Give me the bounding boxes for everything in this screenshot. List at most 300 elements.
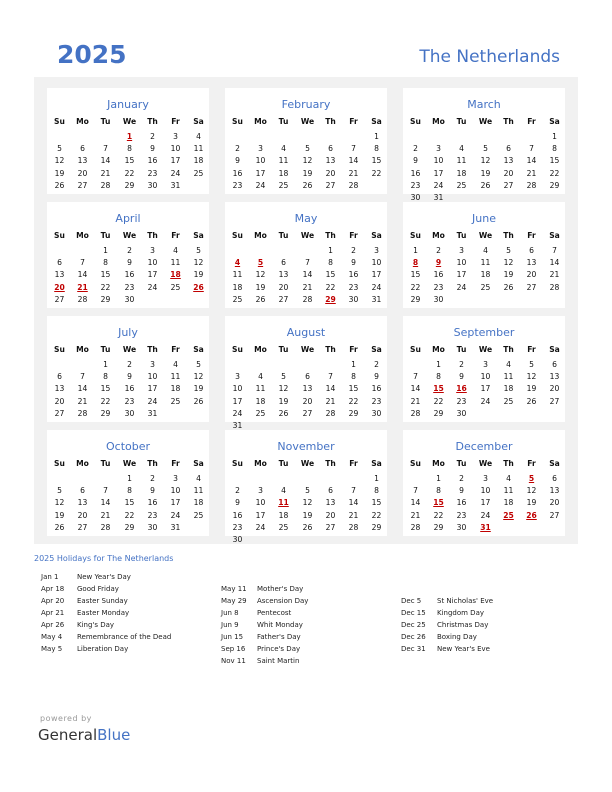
- calendar-day: 28: [348, 522, 359, 532]
- calendar-day: 17: [170, 156, 181, 166]
- calendar-day: 19: [278, 396, 289, 406]
- weekday-header: Tu: [100, 459, 111, 468]
- calendar-day: 1: [436, 360, 441, 369]
- calendar-day: 19: [193, 270, 204, 280]
- calendar-day: 11: [456, 156, 467, 166]
- holiday-row-name: Boxing Day: [437, 633, 477, 641]
- calendar-day: 14: [100, 498, 111, 508]
- calendar-day: 6: [305, 372, 310, 382]
- month-april: [47, 202, 209, 308]
- holiday-date: 5: [528, 474, 535, 483]
- calendar-day: 2: [459, 474, 464, 483]
- calendar-day: 13: [54, 384, 65, 394]
- calendar-day: 16: [410, 168, 421, 178]
- calendar-day: 27: [325, 180, 336, 190]
- generalblue-logo[interactable]: [38, 726, 130, 744]
- calendar-day: 28: [325, 408, 336, 418]
- calendar-day: 24: [147, 396, 158, 406]
- weekday-header: Su: [410, 345, 421, 354]
- holiday-row: [41, 609, 219, 621]
- calendar-day: 25: [193, 510, 204, 520]
- calendar-day: 22: [325, 282, 336, 292]
- holiday-row: [401, 609, 579, 621]
- calendar-day: 30: [371, 408, 382, 418]
- weekday-header: Su: [54, 117, 65, 126]
- calendar-day: 27: [503, 180, 514, 190]
- weekday-header: We: [478, 117, 493, 126]
- weekday-header: Sa: [371, 345, 382, 354]
- weekday-header: Th: [503, 459, 514, 468]
- holiday-row-date: Jun 8: [221, 609, 239, 617]
- calendar-day: 23: [433, 282, 444, 292]
- calendar-day: 22: [410, 282, 421, 292]
- holiday-date: 8: [412, 258, 419, 268]
- weekday-header: Th: [503, 117, 514, 126]
- calendar-day: 28: [526, 180, 537, 190]
- holiday-row: [41, 573, 219, 585]
- calendar-day: 7: [351, 486, 356, 496]
- calendar-day: 7: [103, 486, 108, 496]
- weekday-header: Fr: [527, 231, 536, 240]
- calendar-day: 21: [410, 510, 421, 520]
- calendar-day: 16: [147, 156, 158, 166]
- holiday-row: [41, 621, 219, 633]
- calendar-day: 27: [77, 522, 88, 532]
- holiday-row: [41, 585, 219, 597]
- calendar-day: 10: [255, 498, 266, 508]
- calendar-day: 29: [549, 180, 560, 190]
- calendar-day: 31: [433, 193, 444, 202]
- holidays-title: 2025 Holidays for The Netherlands: [34, 554, 174, 563]
- holiday-row: [221, 633, 399, 645]
- calendar-day: 12: [278, 384, 289, 394]
- calendar-day: 10: [480, 372, 491, 382]
- holiday-column: [41, 573, 219, 657]
- calendar-day: 15: [124, 156, 135, 166]
- calendar-day: 29: [433, 408, 444, 418]
- calendar-day: 24: [232, 408, 243, 418]
- calendar-day: 6: [328, 486, 333, 496]
- calendar-day: 25: [170, 282, 181, 292]
- weekday-header: Sa: [371, 117, 382, 126]
- calendar-day: 12: [526, 372, 537, 382]
- calendar-day: 25: [480, 282, 491, 292]
- calendar-day: 20: [325, 510, 336, 520]
- calendar-day: 4: [281, 144, 286, 154]
- holiday-row: [41, 597, 219, 609]
- calendar-day: 24: [255, 180, 266, 190]
- calendar-day: 4: [196, 474, 201, 483]
- holiday-row-name: Father's Day: [257, 633, 301, 641]
- calendar-day: 14: [325, 384, 336, 394]
- powered-by-label: powered by: [40, 714, 92, 723]
- calendar-day: 16: [147, 498, 158, 508]
- calendar-day: 3: [235, 372, 240, 382]
- calendar-day: 23: [232, 522, 243, 532]
- calendar-day: 27: [549, 396, 560, 406]
- calendar-day: 29: [433, 522, 444, 532]
- weekday-header: Tu: [456, 117, 467, 126]
- calendar-day: 22: [549, 168, 560, 178]
- calendar-day: 1: [103, 360, 108, 369]
- calendar-day: 25: [456, 180, 467, 190]
- calendar-day: 18: [503, 384, 514, 394]
- month-title: April: [115, 212, 141, 225]
- calendar-day: 8: [103, 258, 108, 268]
- calendar-day: 22: [348, 396, 359, 406]
- calendar-day: 25: [232, 294, 243, 304]
- month-title: September: [453, 326, 515, 339]
- year-title: 2025: [57, 40, 127, 69]
- calendar-day: 23: [348, 282, 359, 292]
- brand-part-general: General: [38, 726, 98, 744]
- calendar-day: 7: [80, 258, 85, 268]
- weekday-header: Tu: [278, 459, 289, 468]
- weekday-header: Th: [503, 345, 514, 354]
- weekday-header: Su: [410, 117, 421, 126]
- holiday-row: [221, 597, 399, 609]
- holiday-row-name: Ascension Day: [257, 597, 309, 605]
- calendar-day: 20: [302, 396, 313, 406]
- calendar-day: 30: [147, 522, 158, 532]
- calendar-day: 17: [255, 168, 266, 178]
- calendar-day: 6: [57, 258, 62, 268]
- holiday-date: 31: [480, 522, 491, 532]
- weekday-header: Tu: [278, 231, 289, 240]
- month-september: [403, 316, 565, 422]
- calendar-day: 28: [77, 294, 88, 304]
- holiday-row-date: May 11: [221, 585, 247, 593]
- calendar-day: 1: [374, 474, 379, 483]
- calendar-day: 8: [351, 372, 356, 382]
- month-title: June: [472, 212, 496, 225]
- calendar-day: 10: [255, 156, 266, 166]
- calendar-day: 11: [255, 384, 266, 394]
- calendar-day: 23: [371, 396, 382, 406]
- month-title: January: [107, 98, 149, 111]
- calendar-day: 28: [100, 522, 111, 532]
- calendar-day: 13: [77, 498, 88, 508]
- calendar-day: 20: [278, 282, 289, 292]
- month-july: [47, 316, 209, 422]
- month-title: March: [467, 98, 501, 111]
- holiday-row-date: Dec 5: [401, 597, 422, 605]
- holiday-row: [221, 657, 399, 669]
- calendar-day: 7: [413, 372, 418, 382]
- calendar-day: 30: [433, 294, 444, 304]
- calendar-day: 31: [147, 408, 158, 418]
- holiday-row-date: Apr 21: [41, 609, 65, 617]
- holiday-date: 18: [170, 270, 181, 280]
- calendar-day: 26: [480, 180, 491, 190]
- weekday-header: Sa: [549, 231, 560, 240]
- weekday-header: Su: [54, 459, 65, 468]
- calendar-day: 6: [328, 144, 333, 154]
- calendar-day: 13: [526, 258, 537, 268]
- calendar-day: 4: [459, 144, 464, 154]
- calendar-day: 2: [127, 360, 132, 369]
- calendar-day: 14: [549, 258, 560, 268]
- calendar-day: 2: [127, 246, 132, 255]
- calendar-day: 13: [278, 270, 289, 280]
- calendar-day: 19: [302, 168, 313, 178]
- calendar-day: 7: [413, 486, 418, 496]
- calendar-day: 3: [258, 144, 263, 154]
- calendar-day: 26: [503, 282, 514, 292]
- calendar-day: 19: [193, 384, 204, 394]
- calendar-day: 8: [436, 372, 441, 382]
- weekday-header: Mo: [432, 459, 445, 468]
- calendar-day: 28: [348, 180, 359, 190]
- holiday-row-name: Easter Monday: [77, 609, 130, 617]
- calendar-day: 12: [526, 486, 537, 496]
- calendar-day: 11: [193, 144, 204, 154]
- calendar-day: 9: [459, 372, 464, 382]
- calendar-day: 9: [413, 156, 418, 166]
- calendar-day: 15: [100, 384, 111, 394]
- calendar-day: 12: [503, 258, 514, 268]
- weekday-header: Su: [232, 231, 243, 240]
- calendar-day: 29: [371, 522, 382, 532]
- holiday-row-date: Nov 11: [221, 657, 246, 665]
- calendar-day: 11: [480, 258, 491, 268]
- calendar-day: 17: [480, 498, 491, 508]
- weekday-header: Tu: [100, 231, 111, 240]
- weekday-header: Mo: [432, 117, 445, 126]
- calendar-day: 23: [232, 180, 243, 190]
- calendar-day: 12: [193, 258, 204, 268]
- calendar-day: 16: [124, 270, 135, 280]
- weekday-header: We: [122, 231, 137, 240]
- country-title: The Netherlands: [419, 47, 560, 67]
- calendar-day: 25: [170, 396, 181, 406]
- holiday-row-name: Good Friday: [77, 585, 119, 593]
- month-january: [47, 88, 209, 194]
- weekday-header: Fr: [171, 231, 180, 240]
- calendar-day: 10: [433, 156, 444, 166]
- calendar-day: 30: [124, 294, 135, 304]
- weekday-header: Fr: [527, 459, 536, 468]
- holiday-row-name: Saint Martin: [257, 657, 300, 665]
- weekday-header: Su: [410, 459, 421, 468]
- calendar-day: 30: [124, 408, 135, 418]
- calendar-day: 4: [173, 246, 178, 255]
- calendar-day: 3: [436, 144, 441, 154]
- calendar-day: 5: [305, 144, 310, 154]
- holiday-date: 5: [257, 258, 264, 268]
- calendar-day: 6: [506, 144, 511, 154]
- calendar-day: 8: [374, 486, 379, 496]
- weekday-header: Su: [54, 345, 65, 354]
- calendar-day: 5: [57, 486, 62, 496]
- calendar-day: 20: [526, 270, 537, 280]
- month-title: July: [118, 326, 138, 339]
- weekday-header: Sa: [193, 459, 204, 468]
- calendar-day: 2: [436, 246, 441, 255]
- month-title: October: [105, 440, 151, 453]
- calendar-day: 20: [503, 168, 514, 178]
- calendar-day: 8: [328, 258, 333, 268]
- calendar-day: 10: [170, 486, 181, 496]
- holiday-row: [221, 609, 399, 621]
- calendar-day: 24: [371, 282, 382, 292]
- calendar-day: 3: [483, 474, 488, 483]
- calendar-day: 14: [410, 384, 421, 394]
- calendar-day: 16: [433, 270, 444, 280]
- holiday-row-name: Liberation Day: [77, 645, 129, 653]
- weekday-header: Tu: [278, 117, 289, 126]
- holiday-date: 15: [433, 384, 444, 394]
- calendar-day: 23: [147, 168, 158, 178]
- calendar-day: 4: [196, 132, 201, 141]
- holiday-row-date: Jun 15: [221, 633, 244, 641]
- weekday-header: Tu: [456, 459, 467, 468]
- holiday-date: 15: [433, 498, 444, 508]
- calendar-day: 5: [506, 246, 511, 255]
- calendar-day: 12: [54, 156, 65, 166]
- calendar-day: 2: [235, 144, 240, 154]
- calendar-day: 22: [371, 510, 382, 520]
- calendar-day: 2: [150, 132, 155, 141]
- calendar-day: 25: [278, 180, 289, 190]
- weekday-header: Mo: [76, 117, 89, 126]
- calendar-day: 16: [232, 510, 243, 520]
- calendar-day: 18: [278, 168, 289, 178]
- holiday-row-date: Dec 31: [401, 645, 426, 653]
- weekday-header: Sa: [371, 459, 382, 468]
- calendar-day: 14: [348, 498, 359, 508]
- holiday-date: 26: [193, 282, 204, 292]
- calendar-day: 15: [348, 384, 359, 394]
- calendar-day: 26: [278, 408, 289, 418]
- holiday-row-date: Jun 9: [221, 621, 239, 629]
- calendar-day: 12: [302, 156, 313, 166]
- calendar-day: 8: [374, 144, 379, 154]
- calendar-day: 23: [410, 180, 421, 190]
- calendar-day: 3: [258, 486, 263, 496]
- calendar-day: 22: [124, 168, 135, 178]
- calendar-day: 14: [77, 384, 88, 394]
- calendar-day: 9: [150, 486, 155, 496]
- weekday-header: Fr: [527, 117, 536, 126]
- calendar-day: 28: [410, 408, 421, 418]
- calendar-day: 17: [371, 270, 382, 280]
- calendar-day: 14: [100, 156, 111, 166]
- calendar-day: 17: [433, 168, 444, 178]
- calendar-day: 10: [456, 258, 467, 268]
- calendar-day: 10: [371, 258, 382, 268]
- weekday-header: Su: [232, 459, 243, 468]
- month-title: December: [455, 440, 513, 453]
- calendar-day: 8: [127, 486, 132, 496]
- holiday-column: [221, 585, 399, 669]
- weekday-header: Sa: [193, 231, 204, 240]
- calendar-day: 8: [103, 372, 108, 382]
- calendar-day: 17: [255, 510, 266, 520]
- calendar-day: 9: [150, 144, 155, 154]
- calendar-day: 5: [483, 144, 488, 154]
- calendar-day: 18: [232, 282, 243, 292]
- calendar-day: 7: [552, 246, 557, 255]
- month-title: November: [277, 440, 335, 453]
- calendar-day: 20: [77, 510, 88, 520]
- calendar-day: 18: [278, 510, 289, 520]
- holiday-column: [401, 597, 579, 657]
- calendar-day: 6: [552, 360, 557, 369]
- calendar-day: 11: [170, 258, 181, 268]
- weekday-header: Fr: [349, 231, 358, 240]
- calendar-day: 27: [278, 294, 289, 304]
- calendar-day: 13: [325, 498, 336, 508]
- calendar-day: 14: [526, 156, 537, 166]
- calendar-day: 21: [526, 168, 537, 178]
- calendar-day: 19: [503, 270, 514, 280]
- calendar-day: 2: [235, 486, 240, 496]
- weekday-header: Th: [147, 231, 158, 240]
- calendar-day: 20: [549, 384, 560, 394]
- holiday-row-date: Apr 26: [41, 621, 65, 629]
- calendar-day: 9: [351, 258, 356, 268]
- calendar-day: 27: [302, 408, 313, 418]
- calendar-day: 14: [302, 270, 313, 280]
- calendar-day: 18: [480, 270, 491, 280]
- calendar-day: 5: [529, 360, 534, 369]
- weekday-header: Fr: [171, 459, 180, 468]
- calendar-day: 10: [147, 372, 158, 382]
- holiday-row-name: Kingdom Day: [437, 609, 485, 617]
- month-title: May: [294, 212, 318, 225]
- calendar-day: 13: [549, 486, 560, 496]
- weekday-header: Sa: [549, 117, 560, 126]
- calendar-day: 5: [196, 360, 201, 369]
- holiday-row-name: King's Day: [77, 621, 115, 629]
- calendar-day: 23: [456, 510, 467, 520]
- calendar-day: 17: [480, 384, 491, 394]
- weekday-header: We: [478, 231, 493, 240]
- calendar-day: 21: [325, 396, 336, 406]
- calendar-day: 8: [127, 144, 132, 154]
- calendar-day: 25: [193, 168, 204, 178]
- calendar-day: 11: [232, 270, 243, 280]
- calendar-day: 3: [150, 246, 155, 255]
- calendar-day: 26: [54, 522, 65, 532]
- calendar-day: 26: [54, 180, 65, 190]
- calendar-day: 1: [351, 360, 356, 369]
- calendar-day: 18: [255, 396, 266, 406]
- calendar-day: 26: [255, 294, 266, 304]
- holiday-date: 25: [503, 510, 514, 520]
- weekday-header: Fr: [349, 117, 358, 126]
- weekday-header: Fr: [349, 345, 358, 354]
- calendar-day: 17: [170, 498, 181, 508]
- holiday-row-name: New Year's Eve: [437, 645, 490, 653]
- weekday-header: We: [478, 345, 493, 354]
- calendar-day: 10: [170, 144, 181, 154]
- weekday-header: Mo: [76, 345, 89, 354]
- calendar-day: 29: [124, 180, 135, 190]
- calendar-day: 19: [255, 282, 266, 292]
- calendar-day: 1: [127, 474, 132, 483]
- holiday-row-date: May 4: [41, 633, 63, 641]
- calendar-day: 24: [480, 510, 491, 520]
- holiday-row-name: St Nicholas' Eve: [437, 597, 494, 605]
- calendar-day: 10: [232, 384, 243, 394]
- calendar-day: 11: [193, 486, 204, 496]
- holiday-row-name: Christmas Day: [437, 621, 489, 629]
- calendar-day: 6: [80, 486, 85, 496]
- weekday-header: Tu: [100, 117, 111, 126]
- calendar-day: 22: [100, 396, 111, 406]
